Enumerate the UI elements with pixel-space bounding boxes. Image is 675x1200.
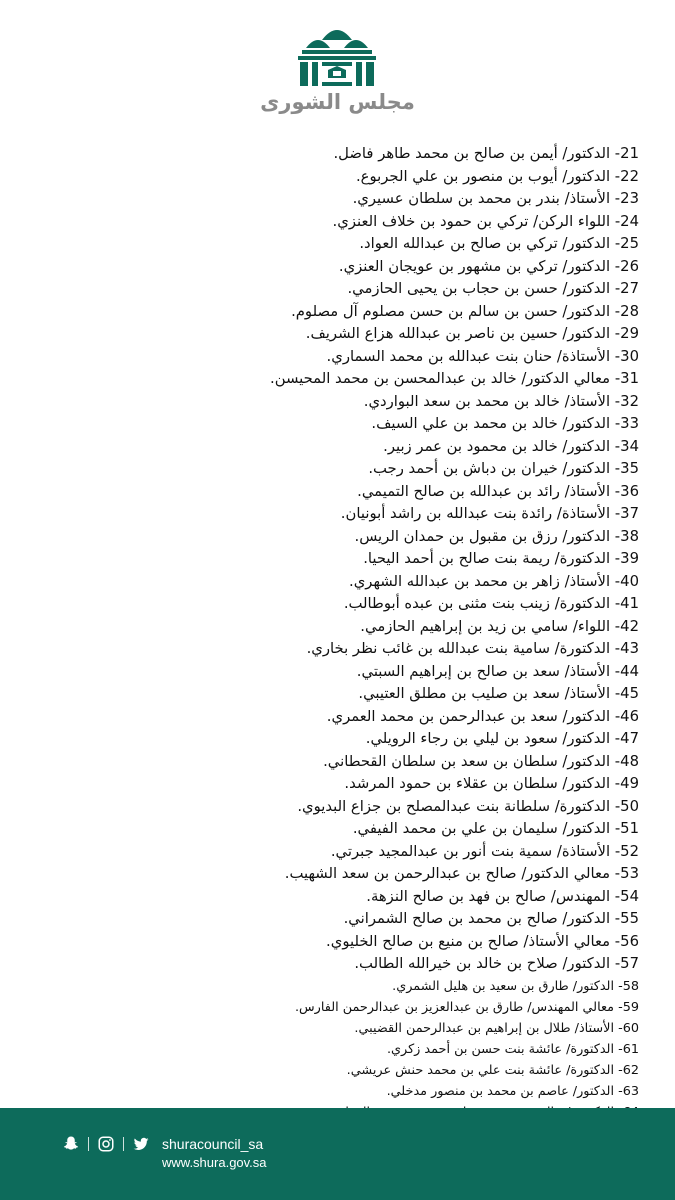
instagram-icon[interactable]: [97, 1135, 115, 1153]
list-item: 46- الدكتور/ سعد بن عبدالرحمن بن محمد العمري.: [326, 707, 639, 725]
twitter-icon[interactable]: [132, 1135, 150, 1153]
list-item: 36- الأستاذ/ رائد بن عبدالله بن صالح التميمي.: [357, 482, 639, 500]
org-name: مجلس الشورى: [260, 90, 415, 114]
list-item: 44- الأستاذ/ سعد بن صالح بن إبراهيم السبتي.: [356, 662, 639, 680]
list-item: 35- الدكتور/ خيران بن دباش بن أحمد رجب.: [368, 460, 639, 477]
list-item: 63- الدكتور/ عاصم بن محمد بن منصور مدخلي.: [386, 1083, 639, 1099]
list-item: 25- الدكتور/ تركي بن صالح بن عبدالله العواد.: [359, 235, 639, 252]
list-item: 49- الدكتور/ سلطان بن عقلاء بن حمود المرشد.: [344, 775, 639, 792]
list-item: 59- معالي المهندس/ طارق بن عبدالعزيز بن عبدالرحمن الفارس.: [294, 999, 639, 1015]
list-item: 45- الأستاذ/ سعد بن صليب بن مطلق العتيبي.: [358, 685, 639, 702]
list-item: 31- معالي الدكتور/ خالد بن عبدالمحسن بن محمد المحيسن.: [270, 370, 639, 387]
list-item: 48- الدكتور/ سلطان بن سعد بن سلطان القحطاني.: [323, 752, 639, 770]
website-link[interactable]: www.shura.gov.sa: [162, 1155, 267, 1170]
list-item: 47- الدكتور/ سعود بن ليلي بن رجاء الرويلي.: [365, 730, 639, 747]
list-item: 33- الدكتور/ خالد بن محمد بن علي السيف.: [371, 415, 639, 432]
shura-council-logo-icon: [292, 18, 382, 90]
divider: [88, 1137, 89, 1151]
divider: [123, 1137, 124, 1151]
list-item: 24- اللواء الركن/ تركي بن حمود بن خلاف العنزي.: [332, 212, 639, 230]
footer: [0, 1108, 675, 1200]
list-item: 53- معالي الدكتور/ صالح بن عبدالرحمن بن سعد الشهيب.: [284, 865, 639, 882]
list-item: 32- الأستاذ/ خالد بن محمد بن سعد البواردي.: [363, 392, 639, 410]
list-item: 22- الدكتور/ أيوب بن منصور بن علي الجربوع.: [355, 167, 639, 185]
social-handle[interactable]: shuracouncil_sa: [162, 1136, 264, 1152]
list-item: 37- الأستاذة/ رائدة بنت عبدالله بن راشد أبونيان.: [340, 505, 639, 522]
social-icons: [62, 1135, 150, 1153]
members-list: [39, 143, 639, 1123]
list-item: 55- الدكتور/ صالح بن محمد بن صالح الشمراني.: [343, 910, 639, 927]
list-item: 42- اللواء/ سامي بن زيد بن إبراهيم الحازمي.: [360, 617, 639, 635]
list-item: 29- الدكتور/ حسين بن ناصر بن عبدالله هزاع الشريف.: [305, 325, 639, 342]
list-item: 30- الأستاذة/ حنان بنت عبدالله بن محمد السماري.: [326, 347, 639, 365]
list-item: 41- الدكتورة/ زينب بنت مثنى بن عبده أبوطالب.: [343, 595, 639, 612]
list-item: 54- المهندس/ صالح بن فهد بن صالح النزهة.: [366, 887, 639, 905]
list-item: 52- الأستاذة/ سمية بنت أنور بن عبدالمجيد جبرتي.: [330, 842, 639, 860]
list-item: 57- الدكتور/ صلاح بن خالد بن خيرالله الطالب.: [354, 955, 639, 972]
list-item: 39- الدكتورة/ ريمة بنت صالح بن أحمد اليحيا.: [363, 550, 639, 567]
list-item: 28- الدكتور/ حسن بن سالم بن حسن مصلوم آل مصلوم.: [291, 302, 639, 320]
list-item: 21- الدكتور/ أيمن بن صالح بن محمد طاهر فاضل.: [333, 145, 639, 162]
list-item: 60- الأستاذ/ طلال بن إبراهيم بن عبدالرحمن القضيبي.: [354, 1020, 639, 1036]
list-item: 56- معالي الأستاذ/ صالح بن منيع بن صالح الخليوي.: [326, 932, 639, 950]
list-item: 51- الدكتور/ سليمان بن علي بن محمد الفيفي.: [352, 820, 639, 837]
list-item: 43- الدكتورة/ سامية بنت عبدالله بن غائب نظر بخاري.: [306, 640, 639, 657]
list-item: 62- الدكتورة/ عائشة بنت علي بن محمد حنش عريشي.: [346, 1062, 639, 1078]
list-item: 34- الدكتور/ خالد بن محمود بن عمر زبير.: [383, 437, 639, 455]
list-item: 23- الأستاذ/ بندر بن محمد بن سلطان عسيري.: [352, 190, 639, 207]
list-item: 61- الدكتورة/ عائشة بنت حسن بن أحمد زكري.: [386, 1041, 639, 1057]
list-item: 38- الدكتور/ رزق بن مقبول بن حمدان الريس.: [354, 527, 639, 545]
list-item: 26- الدكتور/ تركي بن مشهور بن عويجان العنزي.: [338, 257, 639, 275]
list-item: 50- الدكتورة/ سلطانة بنت عبدالمصلح بن جزاع البديوي.: [297, 797, 639, 815]
list-item: 27- الدكتور/ حسن بن حجاب بن يحيى الحازمي.: [347, 280, 639, 297]
list-item: 58- الدكتور/ طارق بن سعيد بن هليل الشمري.: [392, 978, 639, 994]
list-item: 40- الأستاذ/ زاهر بن محمد بن عبدالله الشهري.: [349, 572, 639, 590]
snapchat-icon[interactable]: [62, 1135, 80, 1153]
